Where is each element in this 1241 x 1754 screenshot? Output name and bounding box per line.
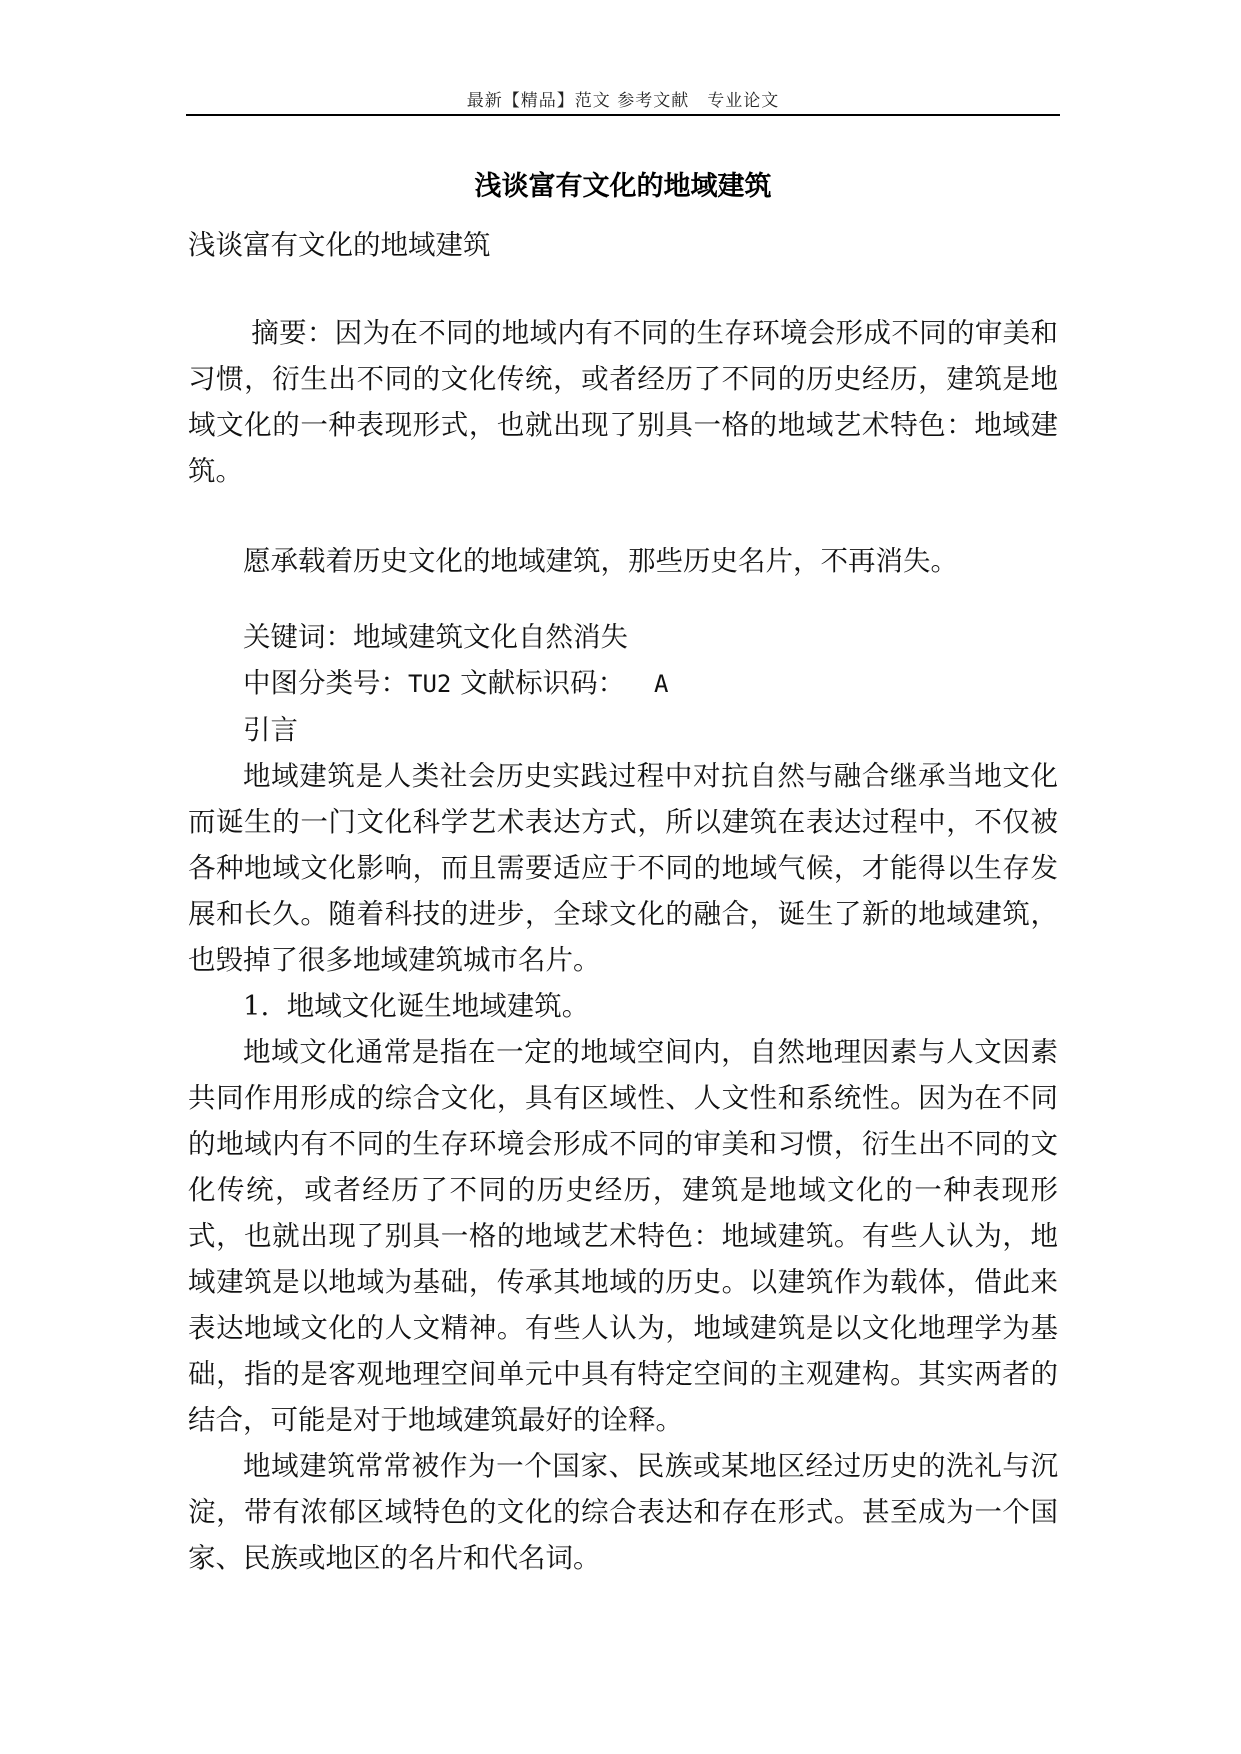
intro-paragraph: 地域建筑是人类社会历史实践过程中对抗自然与融合继承当地文化而诞生的一门文化科学艺术表达方式，所以建筑在表达过程中，不仅被各种地域文化影响，而且需要适应于不同的地域气候，才能得以生存发展和长久。随着科技的进步，全球文化的融合，诞生了新的地域建筑，也毁掉了很多地域建筑城市名片。 (188, 760, 1058, 976)
document-title: 浅谈富有文化的地域建筑 (474, 171, 772, 202)
classification-code: TU2 (408, 670, 452, 698)
keywords-line: 关键词：地域建筑文化自然消失 (243, 621, 628, 653)
classification-label: 中图分类号： (243, 667, 408, 699)
section-1-paragraph-1: 地域文化通常是指在一定的地域空间内，自然地理因素与人文因素共同作用形成的综合文化，具有区域性、人文性和系统性。因为在不同的地域内有不同的生存环境会形成不同的审美和习惯，衍生出不同的文化传统，或者经历了不同的历史经历，建筑是地域文化的一种表现形式，也就出现了别具一格的地域艺术特色：地域建筑。有些人认为，地域建筑是以地域为基础，传承其地域的历史。以建筑作为载体，借此来表达地域文化的人文精神。有些人认为，地域建筑是以文化地理学为基础，指的是客观地理空间单元中具有特定空间的主观建构。其实两者的结合，可能是对于地域建筑最好的诠释。 (188, 1036, 1058, 1436)
document-subtitle: 浅谈富有文化的地域建筑 (188, 229, 491, 261)
doc-id-code: A (625, 670, 669, 698)
section-1-heading: 1. 地域文化诞生地域建筑。 (243, 990, 590, 1022)
wish-line: 愿承载着历史文化的地域建筑，那些历史名片，不再消失。 (243, 545, 958, 577)
doc-id-label: 文献标识码： (451, 667, 626, 699)
header-divider (186, 114, 1060, 116)
page-header: 最新【精品】范文 参考文献 专业论文 (466, 91, 780, 111)
document-body (188, 222, 1058, 1581)
section-1-paragraph-2: 地域建筑常常被作为一个国家、民族或某地区经过历史的洗礼与沉淀，带有浓郁区域特色的文化的综合表达和存在形式。甚至成为一个国家、民族或地区的名片和代名词。 (188, 1450, 1058, 1574)
classification-line (188, 660, 1058, 707)
intro-heading: 引言 (243, 714, 298, 746)
abstract-paragraph: 摘要：因为在不同的地域内有不同的生存环境会形成不同的审美和习惯，衍生出不同的文化传统，或者经历了不同的历史经历，建筑是地域文化的一种表现形式，也就出现了别具一格的地域艺术特色：地域建筑。 (188, 317, 1058, 487)
